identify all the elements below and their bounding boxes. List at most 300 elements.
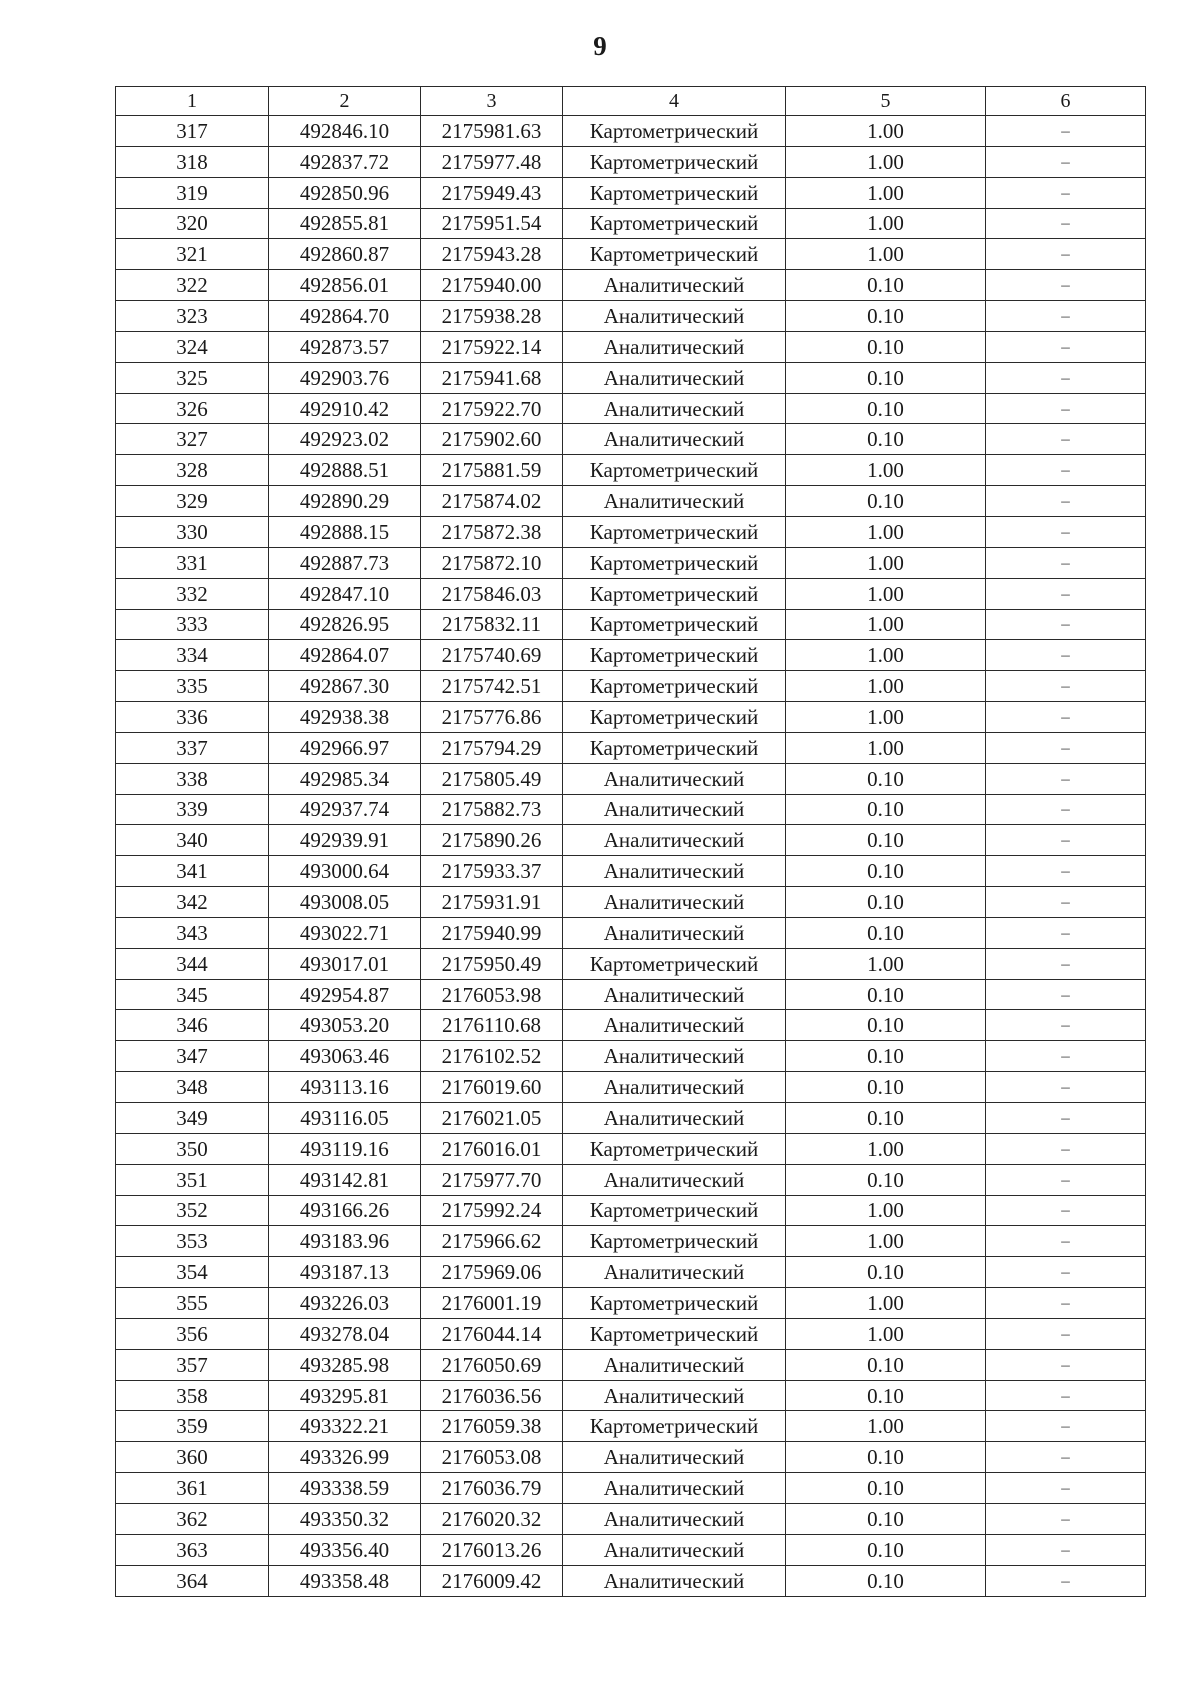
table-row bbox=[116, 301, 1146, 332]
y-coordinate-cell: 2176053.98 bbox=[421, 979, 563, 1010]
point-number-cell: 354 bbox=[116, 1257, 269, 1288]
accuracy-cell: 1.00 bbox=[786, 177, 986, 208]
table-row bbox=[116, 362, 1146, 393]
y-coordinate-cell: 2175922.14 bbox=[421, 331, 563, 362]
point-number-cell: 356 bbox=[116, 1318, 269, 1349]
method-cell: Аналитический bbox=[563, 1164, 786, 1195]
y-coordinate-cell: 2175742.51 bbox=[421, 671, 563, 702]
column-header-3: 3 bbox=[421, 87, 563, 116]
x-coordinate-cell: 493166.26 bbox=[269, 1195, 421, 1226]
y-coordinate-cell: 2175882.73 bbox=[421, 794, 563, 825]
y-coordinate-cell: 2175981.63 bbox=[421, 116, 563, 147]
y-coordinate-cell: 2176021.05 bbox=[421, 1103, 563, 1134]
note-cell: – bbox=[986, 1503, 1146, 1534]
table-row bbox=[116, 486, 1146, 517]
method-cell: Аналитический bbox=[563, 1473, 786, 1504]
x-coordinate-cell: 493183.96 bbox=[269, 1226, 421, 1257]
accuracy-cell: 1.00 bbox=[786, 609, 986, 640]
point-number-cell: 333 bbox=[116, 609, 269, 640]
method-cell: Картометрический bbox=[563, 516, 786, 547]
table-row bbox=[116, 948, 1146, 979]
x-coordinate-cell: 493226.03 bbox=[269, 1288, 421, 1319]
method-cell: Аналитический bbox=[563, 1565, 786, 1596]
note-cell: – bbox=[986, 1349, 1146, 1380]
y-coordinate-cell: 2175872.38 bbox=[421, 516, 563, 547]
y-coordinate-cell: 2175740.69 bbox=[421, 640, 563, 671]
method-cell: Аналитический bbox=[563, 424, 786, 455]
note-cell: – bbox=[986, 547, 1146, 578]
accuracy-cell: 1.00 bbox=[786, 1226, 986, 1257]
accuracy-cell: 1.00 bbox=[786, 208, 986, 239]
point-number-cell: 325 bbox=[116, 362, 269, 393]
point-number-cell: 359 bbox=[116, 1411, 269, 1442]
y-coordinate-cell: 2175940.99 bbox=[421, 917, 563, 948]
table-row bbox=[116, 1288, 1146, 1319]
table-row bbox=[116, 671, 1146, 702]
x-coordinate-cell: 493063.46 bbox=[269, 1041, 421, 1072]
accuracy-cell: 0.10 bbox=[786, 1534, 986, 1565]
table-row bbox=[116, 1380, 1146, 1411]
y-coordinate-cell: 2175832.11 bbox=[421, 609, 563, 640]
x-coordinate-cell: 492985.34 bbox=[269, 763, 421, 794]
y-coordinate-cell: 2175881.59 bbox=[421, 455, 563, 486]
column-header-4: 4 bbox=[563, 87, 786, 116]
x-coordinate-cell: 492867.30 bbox=[269, 671, 421, 702]
table-row bbox=[116, 116, 1146, 147]
method-cell: Аналитический bbox=[563, 1010, 786, 1041]
accuracy-cell: 1.00 bbox=[786, 948, 986, 979]
y-coordinate-cell: 2175805.49 bbox=[421, 763, 563, 794]
accuracy-cell: 1.00 bbox=[786, 732, 986, 763]
table-row bbox=[116, 1349, 1146, 1380]
point-number-cell: 358 bbox=[116, 1380, 269, 1411]
x-coordinate-cell: 493322.21 bbox=[269, 1411, 421, 1442]
accuracy-cell: 0.10 bbox=[786, 856, 986, 887]
y-coordinate-cell: 2175776.86 bbox=[421, 702, 563, 733]
y-coordinate-cell: 2175940.00 bbox=[421, 270, 563, 301]
note-cell: – bbox=[986, 1195, 1146, 1226]
note-cell: – bbox=[986, 1534, 1146, 1565]
point-number-cell: 317 bbox=[116, 116, 269, 147]
note-cell: – bbox=[986, 856, 1146, 887]
table-row bbox=[116, 270, 1146, 301]
x-coordinate-cell: 493119.16 bbox=[269, 1133, 421, 1164]
table-row bbox=[116, 424, 1146, 455]
accuracy-cell: 0.10 bbox=[786, 1257, 986, 1288]
x-coordinate-cell: 492966.97 bbox=[269, 732, 421, 763]
y-coordinate-cell: 2176110.68 bbox=[421, 1010, 563, 1041]
table-row bbox=[116, 1318, 1146, 1349]
note-cell: – bbox=[986, 1226, 1146, 1257]
x-coordinate-cell: 492888.15 bbox=[269, 516, 421, 547]
note-cell: – bbox=[986, 671, 1146, 702]
method-cell: Аналитический bbox=[563, 1349, 786, 1380]
method-cell: Аналитический bbox=[563, 794, 786, 825]
note-cell: – bbox=[986, 362, 1146, 393]
table-row bbox=[116, 1010, 1146, 1041]
y-coordinate-cell: 2176059.38 bbox=[421, 1411, 563, 1442]
accuracy-cell: 1.00 bbox=[786, 455, 986, 486]
x-coordinate-cell: 492856.01 bbox=[269, 270, 421, 301]
point-number-cell: 364 bbox=[116, 1565, 269, 1596]
point-number-cell: 348 bbox=[116, 1072, 269, 1103]
y-coordinate-cell: 2176019.60 bbox=[421, 1072, 563, 1103]
accuracy-cell: 0.10 bbox=[786, 1072, 986, 1103]
point-number-cell: 345 bbox=[116, 979, 269, 1010]
x-coordinate-cell: 493187.13 bbox=[269, 1257, 421, 1288]
point-number-cell: 329 bbox=[116, 486, 269, 517]
table-row bbox=[116, 856, 1146, 887]
accuracy-cell: 1.00 bbox=[786, 1318, 986, 1349]
method-cell: Аналитический bbox=[563, 331, 786, 362]
point-number-cell: 339 bbox=[116, 794, 269, 825]
x-coordinate-cell: 493017.01 bbox=[269, 948, 421, 979]
accuracy-cell: 1.00 bbox=[786, 239, 986, 270]
x-coordinate-cell: 493022.71 bbox=[269, 917, 421, 948]
table-row bbox=[116, 732, 1146, 763]
table-row bbox=[116, 516, 1146, 547]
accuracy-cell: 0.10 bbox=[786, 1164, 986, 1195]
table-row bbox=[116, 331, 1146, 362]
note-cell: – bbox=[986, 146, 1146, 177]
table-row bbox=[116, 146, 1146, 177]
x-coordinate-cell: 493326.99 bbox=[269, 1442, 421, 1473]
accuracy-cell: 1.00 bbox=[786, 146, 986, 177]
note-cell: – bbox=[986, 578, 1146, 609]
note-cell: – bbox=[986, 208, 1146, 239]
accuracy-cell: 0.10 bbox=[786, 1103, 986, 1134]
note-cell: – bbox=[986, 917, 1146, 948]
accuracy-cell: 1.00 bbox=[786, 671, 986, 702]
accuracy-cell: 0.10 bbox=[786, 979, 986, 1010]
x-coordinate-cell: 492847.10 bbox=[269, 578, 421, 609]
point-number-cell: 346 bbox=[116, 1010, 269, 1041]
accuracy-cell: 0.10 bbox=[786, 1349, 986, 1380]
y-coordinate-cell: 2175969.06 bbox=[421, 1257, 563, 1288]
note-cell: – bbox=[986, 887, 1146, 918]
method-cell: Картометрический bbox=[563, 609, 786, 640]
accuracy-cell: 0.10 bbox=[786, 763, 986, 794]
accuracy-cell: 0.10 bbox=[786, 1010, 986, 1041]
x-coordinate-cell: 492826.95 bbox=[269, 609, 421, 640]
table-row bbox=[116, 547, 1146, 578]
table-body bbox=[116, 116, 1146, 1597]
table-row bbox=[116, 1041, 1146, 1072]
x-coordinate-cell: 492888.51 bbox=[269, 455, 421, 486]
method-cell: Аналитический bbox=[563, 763, 786, 794]
point-number-cell: 363 bbox=[116, 1534, 269, 1565]
x-coordinate-cell: 492855.81 bbox=[269, 208, 421, 239]
x-coordinate-cell: 493356.40 bbox=[269, 1534, 421, 1565]
point-number-cell: 362 bbox=[116, 1503, 269, 1534]
table-row bbox=[116, 578, 1146, 609]
note-cell: – bbox=[986, 1103, 1146, 1134]
accuracy-cell: 0.10 bbox=[786, 825, 986, 856]
column-header-2: 2 bbox=[269, 87, 421, 116]
y-coordinate-cell: 2175949.43 bbox=[421, 177, 563, 208]
table-row bbox=[116, 1103, 1146, 1134]
table-row bbox=[116, 763, 1146, 794]
table-row bbox=[116, 825, 1146, 856]
accuracy-cell: 0.10 bbox=[786, 393, 986, 424]
y-coordinate-cell: 2175992.24 bbox=[421, 1195, 563, 1226]
accuracy-cell: 0.10 bbox=[786, 362, 986, 393]
note-cell: – bbox=[986, 270, 1146, 301]
y-coordinate-cell: 2176044.14 bbox=[421, 1318, 563, 1349]
point-number-cell: 336 bbox=[116, 702, 269, 733]
x-coordinate-cell: 492923.02 bbox=[269, 424, 421, 455]
table-row bbox=[116, 1072, 1146, 1103]
table-row bbox=[116, 393, 1146, 424]
point-number-cell: 343 bbox=[116, 917, 269, 948]
point-number-cell: 342 bbox=[116, 887, 269, 918]
method-cell: Аналитический bbox=[563, 1380, 786, 1411]
y-coordinate-cell: 2175933.37 bbox=[421, 856, 563, 887]
note-cell: – bbox=[986, 763, 1146, 794]
note-cell: – bbox=[986, 1010, 1146, 1041]
method-cell: Картометрический bbox=[563, 146, 786, 177]
point-number-cell: 335 bbox=[116, 671, 269, 702]
point-number-cell: 326 bbox=[116, 393, 269, 424]
y-coordinate-cell: 2176016.01 bbox=[421, 1133, 563, 1164]
method-cell: Картометрический bbox=[563, 1133, 786, 1164]
x-coordinate-cell: 492864.07 bbox=[269, 640, 421, 671]
point-number-cell: 347 bbox=[116, 1041, 269, 1072]
table-row bbox=[116, 979, 1146, 1010]
x-coordinate-cell: 493278.04 bbox=[269, 1318, 421, 1349]
point-number-cell: 344 bbox=[116, 948, 269, 979]
point-number-cell: 319 bbox=[116, 177, 269, 208]
note-cell: – bbox=[986, 1133, 1146, 1164]
note-cell: – bbox=[986, 393, 1146, 424]
point-number-cell: 327 bbox=[116, 424, 269, 455]
x-coordinate-cell: 492860.87 bbox=[269, 239, 421, 270]
note-cell: – bbox=[986, 424, 1146, 455]
table-row bbox=[116, 1534, 1146, 1565]
point-number-cell: 320 bbox=[116, 208, 269, 239]
table-row bbox=[116, 1411, 1146, 1442]
table-row bbox=[116, 455, 1146, 486]
x-coordinate-cell: 492954.87 bbox=[269, 979, 421, 1010]
x-coordinate-cell: 492937.74 bbox=[269, 794, 421, 825]
point-number-cell: 361 bbox=[116, 1473, 269, 1504]
x-coordinate-cell: 492903.76 bbox=[269, 362, 421, 393]
table-row bbox=[116, 1442, 1146, 1473]
y-coordinate-cell: 2175846.03 bbox=[421, 578, 563, 609]
y-coordinate-cell: 2176013.26 bbox=[421, 1534, 563, 1565]
note-cell: – bbox=[986, 516, 1146, 547]
x-coordinate-cell: 492890.29 bbox=[269, 486, 421, 517]
accuracy-cell: 0.10 bbox=[786, 794, 986, 825]
method-cell: Аналитический bbox=[563, 1257, 786, 1288]
accuracy-cell: 0.10 bbox=[786, 424, 986, 455]
point-number-cell: 337 bbox=[116, 732, 269, 763]
method-cell: Аналитический bbox=[563, 270, 786, 301]
point-number-cell: 355 bbox=[116, 1288, 269, 1319]
accuracy-cell: 1.00 bbox=[786, 1411, 986, 1442]
note-cell: – bbox=[986, 948, 1146, 979]
table-row bbox=[116, 609, 1146, 640]
table-row bbox=[116, 1473, 1146, 1504]
method-cell: Картометрический bbox=[563, 547, 786, 578]
method-cell: Аналитический bbox=[563, 393, 786, 424]
method-cell: Картометрический bbox=[563, 239, 786, 270]
x-coordinate-cell: 493295.81 bbox=[269, 1380, 421, 1411]
method-cell: Аналитический bbox=[563, 1534, 786, 1565]
method-cell: Картометрический bbox=[563, 455, 786, 486]
y-coordinate-cell: 2175977.48 bbox=[421, 146, 563, 177]
page-number: 9 bbox=[593, 31, 607, 61]
accuracy-cell: 0.10 bbox=[786, 1041, 986, 1072]
x-coordinate-cell: 492887.73 bbox=[269, 547, 421, 578]
accuracy-cell: 0.10 bbox=[786, 917, 986, 948]
table-row bbox=[116, 1133, 1146, 1164]
method-cell: Аналитический bbox=[563, 917, 786, 948]
x-coordinate-cell: 493116.05 bbox=[269, 1103, 421, 1134]
note-cell: – bbox=[986, 116, 1146, 147]
note-cell: – bbox=[986, 331, 1146, 362]
point-number-cell: 328 bbox=[116, 455, 269, 486]
note-cell: – bbox=[986, 1257, 1146, 1288]
table-row bbox=[116, 640, 1146, 671]
y-coordinate-cell: 2175943.28 bbox=[421, 239, 563, 270]
x-coordinate-cell: 492864.70 bbox=[269, 301, 421, 332]
point-number-cell: 352 bbox=[116, 1195, 269, 1226]
method-cell: Аналитический bbox=[563, 1442, 786, 1473]
method-cell: Аналитический bbox=[563, 1072, 786, 1103]
y-coordinate-cell: 2175902.60 bbox=[421, 424, 563, 455]
x-coordinate-cell: 493008.05 bbox=[269, 887, 421, 918]
note-cell: – bbox=[986, 239, 1146, 270]
note-cell: – bbox=[986, 825, 1146, 856]
coordinates-table bbox=[115, 86, 1146, 1597]
table-row bbox=[116, 887, 1146, 918]
method-cell: Аналитический bbox=[563, 979, 786, 1010]
y-coordinate-cell: 2175950.49 bbox=[421, 948, 563, 979]
table-header bbox=[116, 87, 1146, 116]
y-coordinate-cell: 2175938.28 bbox=[421, 301, 563, 332]
note-cell: – bbox=[986, 1411, 1146, 1442]
header-row bbox=[116, 87, 1146, 116]
point-number-cell: 350 bbox=[116, 1133, 269, 1164]
method-cell: Картометрический bbox=[563, 116, 786, 147]
y-coordinate-cell: 2175951.54 bbox=[421, 208, 563, 239]
point-number-cell: 331 bbox=[116, 547, 269, 578]
accuracy-cell: 1.00 bbox=[786, 116, 986, 147]
method-cell: Картометрический bbox=[563, 1411, 786, 1442]
point-number-cell: 322 bbox=[116, 270, 269, 301]
method-cell: Аналитический bbox=[563, 301, 786, 332]
accuracy-cell: 0.10 bbox=[786, 331, 986, 362]
x-coordinate-cell: 492873.57 bbox=[269, 331, 421, 362]
note-cell: – bbox=[986, 177, 1146, 208]
point-number-cell: 340 bbox=[116, 825, 269, 856]
note-cell: – bbox=[986, 1288, 1146, 1319]
table-row bbox=[116, 1226, 1146, 1257]
column-header-1: 1 bbox=[116, 87, 269, 116]
accuracy-cell: 0.10 bbox=[786, 270, 986, 301]
point-number-cell: 341 bbox=[116, 856, 269, 887]
method-cell: Картометрический bbox=[563, 640, 786, 671]
point-number-cell: 318 bbox=[116, 146, 269, 177]
note-cell: – bbox=[986, 1164, 1146, 1195]
accuracy-cell: 1.00 bbox=[786, 547, 986, 578]
y-coordinate-cell: 2176001.19 bbox=[421, 1288, 563, 1319]
accuracy-cell: 0.10 bbox=[786, 1380, 986, 1411]
table-row bbox=[116, 702, 1146, 733]
accuracy-cell: 1.00 bbox=[786, 578, 986, 609]
x-coordinate-cell: 493053.20 bbox=[269, 1010, 421, 1041]
point-number-cell: 334 bbox=[116, 640, 269, 671]
table-row bbox=[116, 1257, 1146, 1288]
y-coordinate-cell: 2176050.69 bbox=[421, 1349, 563, 1380]
accuracy-cell: 0.10 bbox=[786, 486, 986, 517]
note-cell: – bbox=[986, 1041, 1146, 1072]
y-coordinate-cell: 2176020.32 bbox=[421, 1503, 563, 1534]
x-coordinate-cell: 492939.91 bbox=[269, 825, 421, 856]
note-cell: – bbox=[986, 1473, 1146, 1504]
method-cell: Картометрический bbox=[563, 732, 786, 763]
table-row bbox=[116, 794, 1146, 825]
column-header-6: 6 bbox=[986, 87, 1146, 116]
y-coordinate-cell: 2175874.02 bbox=[421, 486, 563, 517]
x-coordinate-cell: 493113.16 bbox=[269, 1072, 421, 1103]
accuracy-cell: 1.00 bbox=[786, 1288, 986, 1319]
note-cell: – bbox=[986, 794, 1146, 825]
y-coordinate-cell: 2175977.70 bbox=[421, 1164, 563, 1195]
method-cell: Картометрический bbox=[563, 208, 786, 239]
method-cell: Картометрический bbox=[563, 702, 786, 733]
note-cell: – bbox=[986, 1442, 1146, 1473]
accuracy-cell: 0.10 bbox=[786, 887, 986, 918]
y-coordinate-cell: 2175872.10 bbox=[421, 547, 563, 578]
table-row bbox=[116, 1164, 1146, 1195]
column-header-5: 5 bbox=[786, 87, 986, 116]
note-cell: – bbox=[986, 455, 1146, 486]
method-cell: Картометрический bbox=[563, 1195, 786, 1226]
x-coordinate-cell: 492910.42 bbox=[269, 393, 421, 424]
y-coordinate-cell: 2175794.29 bbox=[421, 732, 563, 763]
note-cell: – bbox=[986, 301, 1146, 332]
y-coordinate-cell: 2176036.56 bbox=[421, 1380, 563, 1411]
note-cell: – bbox=[986, 609, 1146, 640]
accuracy-cell: 1.00 bbox=[786, 1195, 986, 1226]
method-cell: Картометрический bbox=[563, 1226, 786, 1257]
method-cell: Аналитический bbox=[563, 887, 786, 918]
accuracy-cell: 0.10 bbox=[786, 301, 986, 332]
y-coordinate-cell: 2176009.42 bbox=[421, 1565, 563, 1596]
accuracy-cell: 0.10 bbox=[786, 1503, 986, 1534]
point-number-cell: 360 bbox=[116, 1442, 269, 1473]
method-cell: Картометрический bbox=[563, 578, 786, 609]
note-cell: – bbox=[986, 1072, 1146, 1103]
method-cell: Картометрический bbox=[563, 671, 786, 702]
point-number-cell: 338 bbox=[116, 763, 269, 794]
point-number-cell: 332 bbox=[116, 578, 269, 609]
table-row bbox=[116, 1195, 1146, 1226]
y-coordinate-cell: 2175890.26 bbox=[421, 825, 563, 856]
point-number-cell: 351 bbox=[116, 1164, 269, 1195]
method-cell: Картометрический bbox=[563, 1318, 786, 1349]
y-coordinate-cell: 2176053.08 bbox=[421, 1442, 563, 1473]
x-coordinate-cell: 492837.72 bbox=[269, 146, 421, 177]
note-cell: – bbox=[986, 732, 1146, 763]
note-cell: – bbox=[986, 1380, 1146, 1411]
table-row bbox=[116, 1503, 1146, 1534]
method-cell: Картометрический bbox=[563, 1288, 786, 1319]
table-row bbox=[116, 239, 1146, 270]
point-number-cell: 353 bbox=[116, 1226, 269, 1257]
